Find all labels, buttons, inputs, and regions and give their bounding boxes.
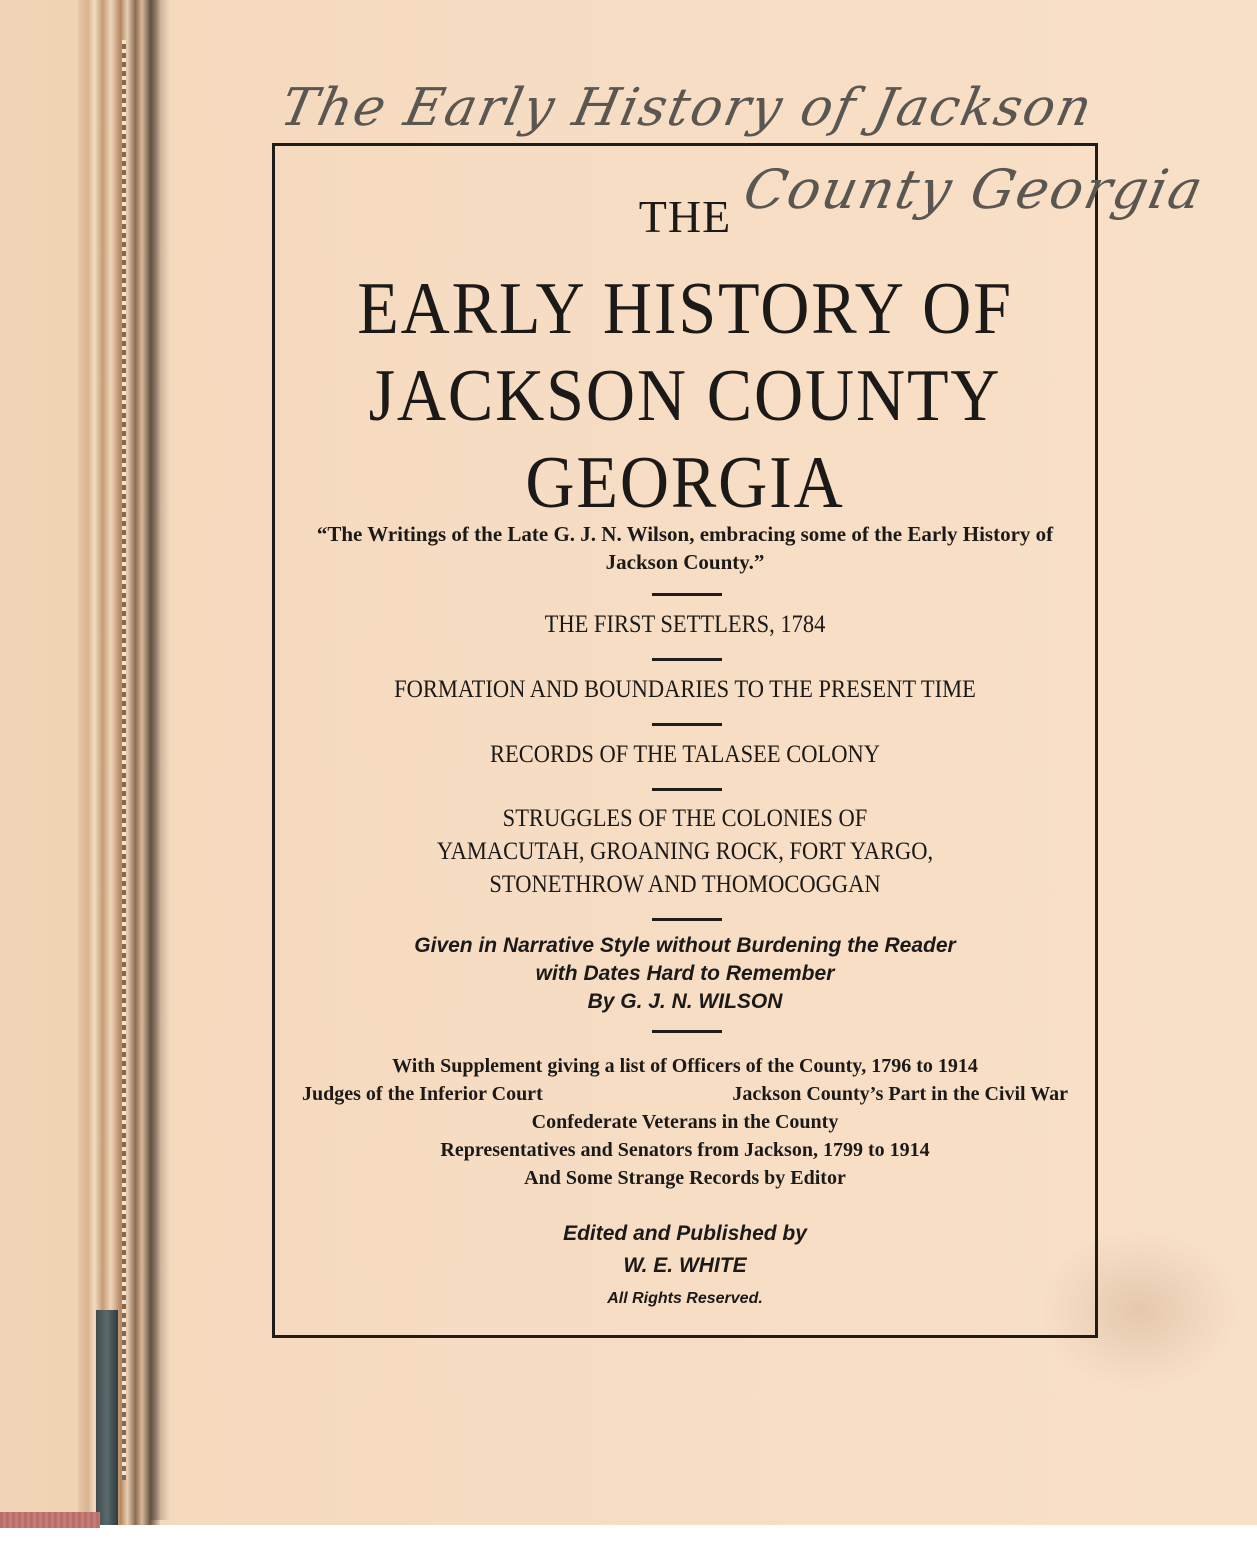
main-title (308, 266, 1062, 527)
main-title-line-2: JACKSON COUNTY (368, 355, 1002, 437)
struggles-line-3: STONETHROW AND THOMOCOGGAN (489, 871, 881, 898)
narrative-note (275, 932, 1095, 1016)
facing-page-edge (0, 0, 78, 1515)
publisher-credit: Edited and Published by (563, 1222, 807, 1245)
divider-rule (652, 788, 722, 791)
divider-rule (652, 723, 722, 726)
supplement-line-3: Confederate Veterans in the County (531, 1111, 839, 1133)
supplement-judges: Judges of the Inferior Court (302, 1083, 543, 1105)
supplement-line-5: And Some Strange Records by Editor (524, 1167, 846, 1189)
main-title-line-1: EARLY HISTORY OF (357, 268, 1013, 350)
section-struggles (316, 802, 1054, 901)
handwritten-inscription-line-2: County Georgia (738, 158, 1210, 221)
narrative-line-2: with Dates Hard to Remember (535, 962, 835, 985)
title-page-frame (272, 143, 1098, 1338)
handwritten-inscription-line-1: The Early History of Jackson (275, 78, 1099, 138)
supplement-line-1: With Supplement giving a list of Officers of the County, 1796 to 1914 (392, 1055, 978, 1077)
section-first-settlers: THE FIRST SETTLERS, 1784 (544, 611, 826, 638)
spine-cover-board (96, 1310, 118, 1525)
supplement-line-2 (275, 1080, 1095, 1108)
binding-stitches (122, 40, 126, 1480)
supplement-contents (275, 1052, 1095, 1192)
supplement-line-4: Representatives and Senators from Jackson, 1799 to 1914 (440, 1139, 930, 1161)
divider-rule (652, 658, 722, 661)
subtitle-quote: “The Writings of the Late G. J. N. Wilson, embracing some of the Early History of Jackson County.” (316, 522, 1054, 574)
title-article: THE (638, 191, 732, 242)
section-talasee-colony: RECORDS OF THE TALASEE COLONY (490, 741, 880, 768)
narrative-line-1: Given in Narrative Style without Burdening the Reader (414, 934, 956, 957)
publisher-name: W. E. WHITE (623, 1254, 747, 1277)
gutter-shadow (150, 0, 170, 1520)
scan-margin (0, 1528, 1257, 1545)
divider-rule (652, 1030, 722, 1033)
struggles-line-1: STRUGGLES OF THE COLONIES OF (502, 805, 868, 832)
divider-rule (652, 593, 722, 596)
section-formation-boundaries: FORMATION AND BOUNDARIES TO THE PRESENT TIME (394, 676, 976, 703)
main-title-line-3: GEORGIA (525, 442, 845, 524)
author-byline: By G. J. N. WILSON (587, 990, 783, 1013)
struggles-line-2: YAMACUTAH, GROANING ROCK, FORT YARGO, (436, 838, 934, 865)
rights-notice: All Rights Reserved. (607, 1290, 763, 1307)
supplement-civil-war: Jackson County’s Part in the Civil War (732, 1083, 1068, 1105)
divider-rule (652, 918, 722, 921)
book-spine (78, 0, 160, 1525)
